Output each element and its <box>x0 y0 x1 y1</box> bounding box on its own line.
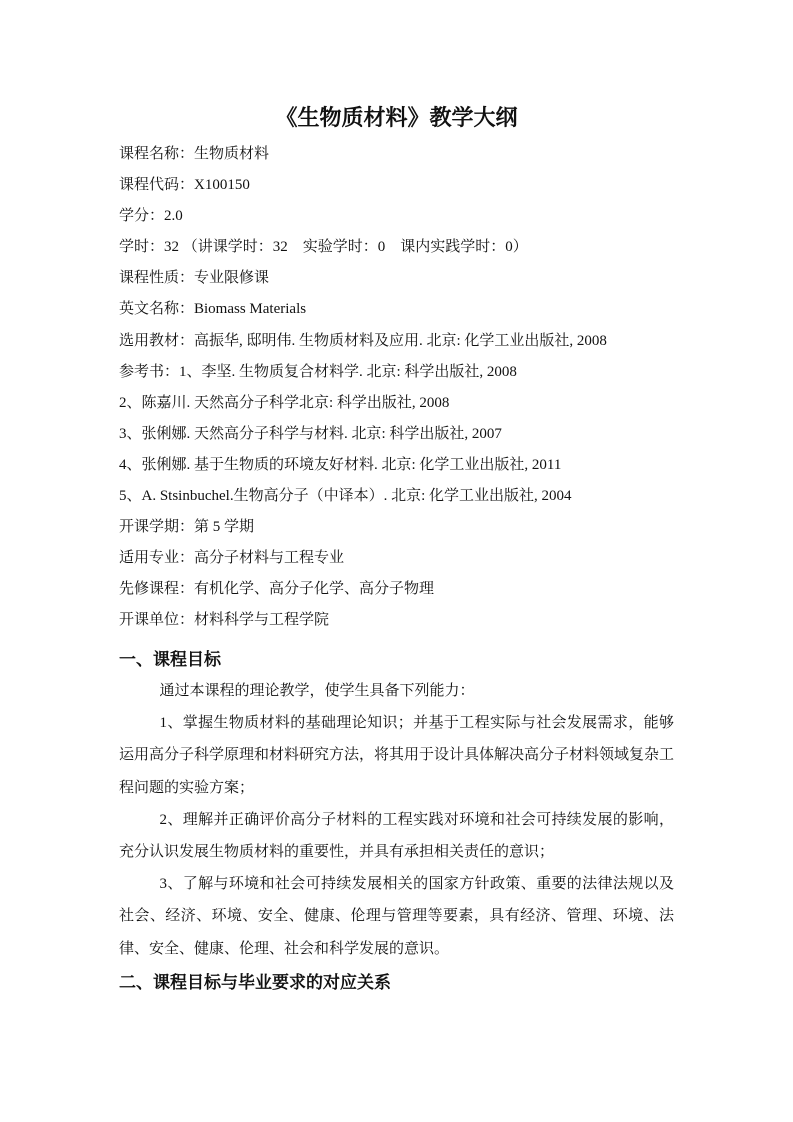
course-type: 课程性质：专业限修课 <box>119 270 270 287</box>
objectives-intro: 通过本课程的理论教学，使学生具备下列能力： <box>159 683 475 699</box>
course-info <box>119 143 679 641</box>
english-name: 英文名称：Biomass Materials <box>119 301 307 318</box>
reference-4: 4、张俐娜. 基于生物质的环境友好材料. 北京: 化学工业出版社, 2011 <box>119 456 562 473</box>
reference-3: 3、张俐娜. 天然高分子科学与材料. 北京: 科学出版社, 2007 <box>119 425 502 442</box>
reference-5: 5、A. Stsinbuchel.生物高分子（中译本）. 北京: 化学工业出版社, 2004 <box>119 488 572 505</box>
objective-2: 2、理解并正确评价高分子材料的工程实践对环境和社会可持续发展的影响，充分认识发展生物质材料的重要性，并具有承担相关责任的意识； <box>119 811 674 861</box>
section-heading-mapping: 二、课程目标与毕业要求的对应关系 <box>119 973 391 993</box>
major: 适用专业：高分子材料与工程专业 <box>119 550 345 567</box>
hours: 学时：32 （讲课学时：32 实验学时：0 课内实践学时：0） <box>119 239 528 256</box>
course-name: 课程名称：生物质材料 <box>119 146 270 162</box>
course-code: 课程代码：X100150 <box>119 177 250 194</box>
objective-3: 3、了解与环境和社会可持续发展相关的国家方针政策、重要的法律法规以及社会、经济、环境、安全、健康、伦理与管理等要素，具有经济、管理、环境、法律、安全、健康、伦理、社会和科学发展的意识。 <box>119 876 674 957</box>
textbook: 选用教材：高振华, 邸明伟. 生物质材料及应用. 北京: 化学工业出版社, 2008 <box>119 332 607 349</box>
document-title: 《生物质材料》教学大纲 <box>275 106 518 131</box>
department: 开课单位：材料科学与工程学院 <box>119 612 330 629</box>
objective-1: 1、掌握生物质材料的基础理论知识；并基于工程实际与社会发展需求，能够运用高分子科学原理和材料研究方法，将其用于设计具体解决高分子材料领域复杂工程问题的实验方案； <box>119 715 675 796</box>
semester: 开课学期：第 5 学期 <box>119 519 255 536</box>
objectives-body <box>119 675 674 965</box>
credits: 学分：2.0 <box>119 208 183 225</box>
reference-1: 参考书：1、李坚. 生物质复合材料学. 北京: 科学出版社, 2008 <box>119 363 517 380</box>
prerequisites: 先修课程：有机化学、高分子化学、高分子物理 <box>119 581 435 598</box>
reference-2: 2、陈嘉川. 天然高分子科学北京: 科学出版社, 2008 <box>119 394 450 411</box>
section-heading-objectives: 一、课程目标 <box>119 650 221 670</box>
